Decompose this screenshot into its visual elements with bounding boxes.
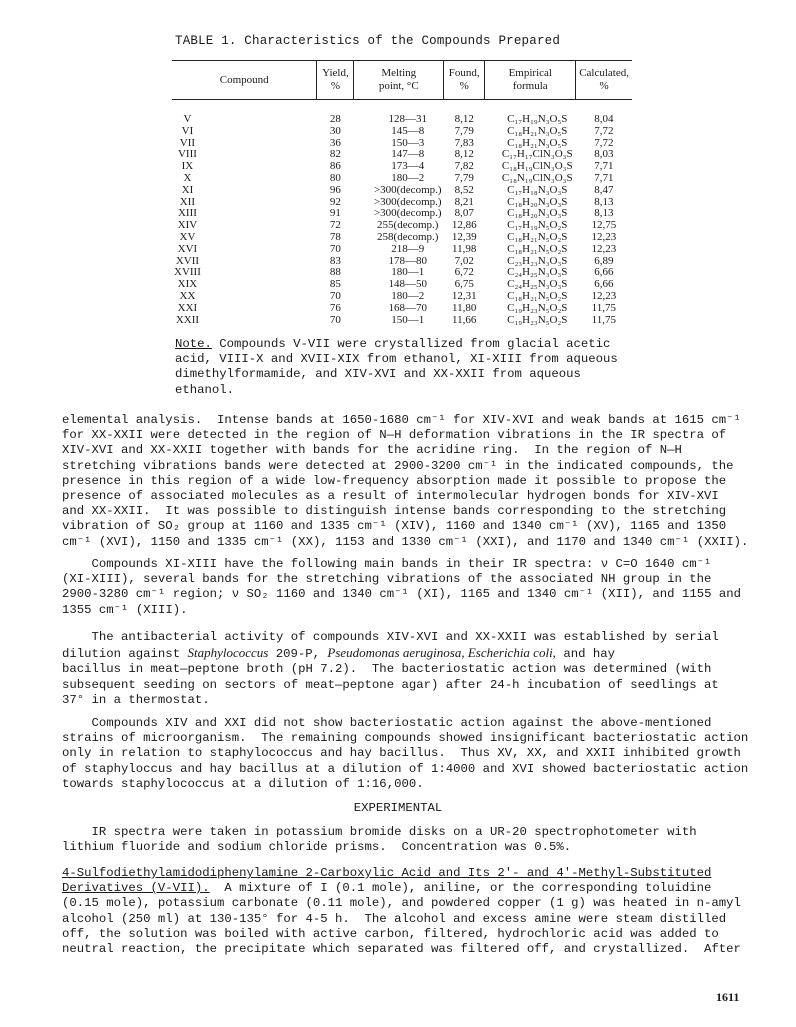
text-line: vibration of SO₂ group at 1160 and 1335 cm⁻¹ (XIV), 1160 and 1340 cm⁻¹ (XV), 1165 and 1350 (62, 519, 727, 534)
header-calculated-line2: % (599, 80, 609, 92)
text-line: cm⁻¹ (XVI), 1150 and 1335 cm⁻¹ (XX), 1153 and 1330 cm⁻¹ (XXI), and 1170 and 1340 cm⁻¹ (XXII). (62, 534, 749, 549)
paragraph-ir-spectra (62, 413, 748, 550)
calculated-cell: 8,13 (594, 207, 614, 220)
yield-cell: 88 (329, 266, 341, 279)
formula-cell: C₁₈H₂₁N₅O₂S (507, 242, 568, 255)
yield-cell: 92 (329, 195, 341, 208)
text-line: (0.15 mole), potassium carbonate (0.11 mole), and powdered copper (1 g) was heated in n-amyl (62, 896, 741, 911)
note-text-line1: Compounds V-VII were crystallized from glacial acetic (211, 337, 611, 351)
found-cell: 12,86 (451, 219, 477, 232)
calculated-cell: 8,03 (594, 148, 614, 161)
formula-cell: C₁₈H₁₉ClN₃O₃S (501, 160, 573, 173)
formula-cell: C₁₈H₂₁N₃O₅S (507, 136, 568, 149)
header-formula-line2: formula (512, 80, 548, 92)
text-line: alcohol (250 ml) at 130-135° for 4-5 h. The alcohol and excess amine were steam distilled (62, 911, 727, 926)
note-text-line4: ethanol. (175, 382, 235, 397)
header-formula-line1: Empirical (508, 67, 552, 79)
paragraph-synthesis (62, 866, 741, 957)
note-text-line3: dimethylformamide, and XIV-XVI and XX-XXII from aqueous (175, 367, 581, 382)
melting-point-cell: 218—9 (391, 242, 425, 255)
yield-cell: 70 (329, 242, 341, 255)
yield-cell: 80 (329, 171, 341, 184)
subsection-title-end: Derivatives (V-VII). (62, 881, 210, 896)
paragraph-ir-method (62, 825, 697, 855)
melting-point-cell: >300(decomp.) (373, 207, 442, 220)
found-cell: 7,82 (454, 160, 474, 173)
compound-cell: VI (181, 124, 194, 137)
header-found: Found, % (444, 61, 485, 100)
melting-point-cell: 168—70 (388, 301, 427, 314)
subsection-title: 4-Sulfodiethylamidodiphenylamine 2-Carboxylic Acid and Its 2'- and 4'-Methyl-Substituted (62, 866, 712, 880)
paragraph-antibacterial (62, 630, 719, 708)
calculated-cell: 12,23 (591, 242, 617, 255)
melting-point-cell: 180—2 (391, 289, 425, 302)
calculated-cell: 7,71 (594, 160, 614, 173)
formula-cell: C₂₄H₂₅N₃O₃S (507, 266, 568, 279)
yield-cell: 28 (329, 113, 341, 125)
formula-cell: C₁₉H₂₃N₅O₂S (507, 313, 568, 326)
calculated-cell: 12,75 (591, 219, 617, 232)
formula-cell: C₁₈H₂₁N₅O₂S (507, 289, 568, 302)
organism-name: Staphylococcus (187, 645, 269, 661)
compound-cell: XIII (177, 207, 197, 220)
calculated-cell: 8,47 (594, 183, 614, 196)
found-cell: 12,39 (451, 230, 477, 243)
melting-point-cell: 258(decomp.) (377, 230, 439, 243)
text-line: 37° in a thermostat. (62, 692, 210, 707)
paragraph-main-bands (62, 557, 741, 618)
compound-cell: IX (181, 160, 194, 173)
found-cell: 7,02 (454, 254, 474, 267)
formula-cell: C₁₉H₂₃N₅O₂S (507, 301, 568, 314)
found-cell: 8,21 (454, 195, 474, 208)
found-cell: 7,79 (454, 171, 474, 184)
found-cell: 8,12 (454, 148, 474, 161)
section-heading: EXPERIMENTAL (353, 801, 443, 815)
text-line: presence of associated molecules as a result of intermolecular hydrogen bonds for XIV-XVI (62, 489, 719, 504)
header-compound: Compound (172, 61, 317, 100)
calculated-cell: 11,75 (591, 313, 617, 326)
compound-cell: X (183, 171, 192, 184)
calculated-cell: 12,23 (591, 230, 617, 243)
found-cell: 7,83 (454, 136, 474, 149)
formula-cell: C₁₈N₁₉ClN₃O₃S (501, 171, 573, 184)
text-fragment: and hay (555, 647, 615, 662)
formula-cell: C₁₇H₁₈N₃O₃S (507, 183, 568, 196)
found-cell: 7,79 (454, 124, 474, 137)
yield-cell: 83 (329, 254, 341, 267)
compound-cell: XXII (175, 313, 200, 326)
compound-cell: XVI (177, 242, 198, 255)
melting-point-cell: 255(decomp.) (377, 219, 439, 232)
table-row (172, 244, 632, 256)
melting-point-cell: 147—8 (391, 148, 425, 161)
yield-cell: 30 (329, 124, 341, 137)
melting-point-cell: >300(decomp.) (373, 195, 442, 208)
melting-point-cell: 148—50 (388, 278, 427, 291)
table-caption: TABLE 1. Characteristics of the Compounds Prepared (175, 34, 561, 48)
text-line: The antibacterial activity of compounds XIV-XVI and XX-XXII was established by serial (62, 630, 719, 644)
text-line: and XX-XXII. It was possible to distinguish intense bands corresponding to the stretching (62, 504, 727, 519)
table-note (175, 337, 618, 398)
yield-cell: 85 (329, 278, 341, 291)
text-line: bacillus in meat—peptone broth (pH 7.2). The bacteriostatic action was determined (with (62, 662, 712, 677)
compound-cell: XV (179, 230, 196, 243)
yield-cell: 96 (329, 183, 341, 196)
text-fragment: A mixture of I (0.1 mole), aniline, or the corresponding toluidine (209, 881, 712, 896)
compound-cell: VII (179, 136, 196, 149)
header-melting (354, 61, 444, 100)
text-line: presence in this region of a wide low-frequency absorption made it possible to propose the (62, 473, 727, 488)
table-row (172, 232, 632, 244)
header-melting-line1: Melting (381, 67, 417, 79)
calculated-cell: 7,71 (594, 171, 614, 184)
calculated-cell: 6,89 (594, 254, 614, 267)
compound-cell: XX (179, 289, 196, 302)
text-line: 2900-3280 cm⁻¹ region; ν SO₂ 1160 and 1340 cm⁻¹ (XI), 1165 and 1340 cm⁻¹ (XII), and 1155 and (62, 587, 741, 602)
melting-point-cell: 180—1 (391, 266, 425, 279)
text-line: towards staphylococcus at a dilution of 1:16,000. (62, 776, 424, 791)
yield-cell: 72 (329, 219, 341, 232)
text-line: (XI-XIII), several bands for the stretching vibrations of the associated NH group in the (62, 572, 712, 587)
text-line: Compounds XI-XIII have the following main bands in their IR spectra: ν C=O 1640 cm⁻¹ (62, 557, 712, 571)
text-line: of staphyloccus and hay bacillus at a dilution of 1:4000 and XVI showed bacteriostatic action (62, 761, 749, 776)
formula-cell: C₁₈H₂₁N₅O₂S (507, 230, 568, 243)
text-line: for XX-XXII were detected in the region of N—H deformation vibrations in the IR spectra of (62, 428, 727, 443)
yield-cell: 91 (329, 207, 341, 220)
found-cell: 11,98 (452, 242, 477, 255)
yield-cell: 36 (329, 136, 341, 149)
found-cell: 8,07 (454, 207, 474, 220)
melting-point-cell: 178—80 (388, 254, 427, 267)
header-melting-line2: point, °C (378, 80, 419, 92)
text-line: off, the solution was boiled with active carbon, filtered, hydrochloric acid was added to (62, 926, 719, 941)
page-number: 1611 (716, 990, 740, 1004)
text-line: only in relation to staphylococcus and hay bacillus. Thus XV, XX, and XXII inhibited growth (62, 746, 741, 761)
formula-cell: C₁₇H₁₇ClN₃O₃S (501, 148, 573, 161)
table-row (172, 315, 632, 327)
table-row (172, 291, 632, 303)
text-line: neutral reaction, the precipitate which separated was filtered off, and crystallized. After (62, 942, 741, 957)
table-header-row (172, 61, 632, 100)
calculated-cell: 7,72 (594, 136, 614, 149)
compound-cell: XVIII (174, 266, 201, 279)
text-line: stretching vibrations bands were detected at 2900-3200 cm⁻¹ in the indicated compounds, the (62, 458, 734, 473)
text-line: subsequent seeding on sectors of meat—peptone agar) after 24-h incubation of seedlings at (62, 677, 719, 692)
yield-cell: 78 (329, 230, 341, 243)
table-row (172, 303, 632, 315)
organism-names: Pseudomonas aeruginosa, Escherichia coli, (327, 645, 556, 661)
paragraph-bacteriostatic (62, 716, 748, 792)
calculated-cell: 8,04 (594, 113, 614, 125)
header-formula (485, 61, 576, 100)
compound-cell: VIII (177, 148, 197, 161)
text-line: IR spectra were taken in potassium bromide disks on a UR-20 spectrophotometer with (62, 825, 697, 839)
melting-point-cell: 145—8 (391, 124, 425, 137)
table-row (172, 185, 632, 197)
compound-cell: XIV (177, 219, 198, 232)
table-body (172, 100, 632, 327)
compound-cell: V (183, 113, 192, 125)
text-line: 1355 cm⁻¹ (XIII). (62, 602, 188, 617)
melting-point-cell: 150—1 (391, 313, 425, 326)
table-row (172, 173, 632, 185)
calculated-cell: 12,23 (591, 289, 617, 302)
text-fragment: 209-P, (268, 647, 328, 662)
note-text-line2: acid, VIII-X and XVII-XIX from ethanol, XI-XIII from aqueous (175, 352, 618, 367)
text-line: lithium fluoride and sodium chloride prisms. Concentration was 0.5%. (62, 840, 572, 855)
calculated-cell: 7,72 (594, 124, 614, 137)
text-line: Compounds XIV and XXI did not show bacteriostatic action against the above-mentioned (62, 716, 712, 730)
calculated-cell: 11,75 (591, 301, 617, 314)
compound-cell: XXI (177, 301, 198, 314)
calculated-cell: 6,66 (594, 278, 614, 291)
yield-cell: 86 (329, 160, 341, 173)
formula-cell: C₁₈H₂₀N₃O₃S (507, 195, 568, 208)
yield-cell: 70 (329, 313, 341, 326)
text-line: XIV-XVI and XX-XXII together with bands for the acridine ring. In the region of N—H (62, 443, 682, 458)
yield-cell: 82 (329, 148, 341, 161)
yield-cell: 76 (329, 301, 341, 314)
formula-cell: C₁₇H₁₉N₅O₂S (507, 219, 568, 232)
compound-cell: XII (179, 195, 196, 208)
text-line: strains of microorganism. The remaining compounds showed insignificant bacteriostatic action (62, 731, 749, 746)
text-line: elemental analysis. Intense bands at 1650-1680 cm⁻¹ for XIV-XVI and weak bands at 1615 cm⁻¹ (62, 413, 741, 427)
formula-cell: C₁₇H₁₉N₃O₅S (507, 113, 568, 125)
table-row (172, 126, 632, 138)
calculated-cell: 8,13 (594, 195, 614, 208)
found-cell: 12,31 (451, 289, 477, 302)
melting-point-cell: >300(decomp.) (373, 183, 442, 196)
found-cell: 11,80 (452, 301, 477, 314)
header-yield: Yield, % (317, 61, 354, 100)
yield-cell: 70 (329, 289, 341, 302)
header-calculated (576, 61, 632, 100)
formula-cell: C₂₃H₂₃N₃O₃S (507, 254, 568, 267)
text-fragment: dilution against (62, 647, 188, 662)
calculated-cell: 6,66 (594, 266, 614, 279)
found-cell: 8,12 (454, 113, 474, 125)
melting-point-cell: 150—3 (391, 136, 425, 149)
found-cell: 6,72 (454, 266, 474, 279)
melting-point-cell: 173—4 (391, 160, 425, 173)
found-cell: 6,75 (454, 278, 474, 291)
found-cell: 11,66 (452, 313, 477, 326)
formula-cell: C₂₄H₂₅N₃O₃S (507, 278, 568, 291)
compound-cell: XIX (177, 278, 198, 291)
table-row (172, 100, 632, 126)
melting-point-cell: 128—31 (388, 113, 427, 125)
compound-cell: XVII (175, 254, 200, 267)
compounds-table (172, 60, 632, 326)
formula-cell: C₁₈H₂₀N₃O₃S (507, 207, 568, 220)
formula-cell: C₁₈H₂₁N₃O₅S (507, 124, 568, 137)
compound-cell: XI (181, 183, 194, 196)
melting-point-cell: 180—2 (391, 171, 425, 184)
found-cell: 8,52 (454, 183, 474, 196)
header-calculated-line1: Calculated, (579, 67, 629, 79)
note-label: Note. (175, 337, 212, 351)
